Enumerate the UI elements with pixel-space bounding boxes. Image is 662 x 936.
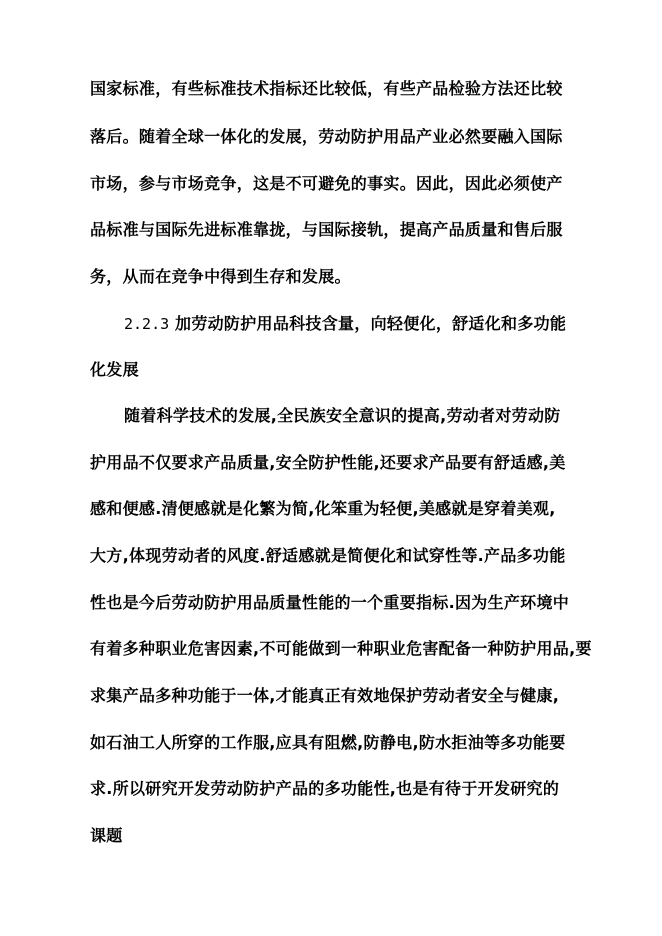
text-line: 随着科学技术的发展,全民族安全意识的提高,劳动者对劳动防 [124,406,561,425]
text-line: 有着多种职业危害因素,不可能做到一种职业危害配备一种防护用品,要 [90,639,592,658]
text-line: 务，从而在竞争中得到生存和发展。 [90,267,351,286]
section-heading [124,314,566,334]
text-line: 品标准与国际先进标准靠拢，与国际接轨，提高产品质量和售后服 [90,220,563,239]
text-line: 市场，参与市场竞争，这是不可避免的事实。因此，因此必须使产 [90,174,563,193]
text-line: 落后。随着全球一体化的发展，劳动防护用品产业必然要融入国际 [90,127,563,146]
text-line: 如石油工人所穿的工作服,应具有阻燃,防静电,防水拒油等多功能要 [90,733,566,752]
section-number: 2.2.3 [124,315,170,333]
text-line: 感和便感.清便感就是化繁为简,化笨重为轻便,美感就是穿着美观, [90,499,556,518]
section-title-first-line: 加劳动防护用品科技含量，向轻便化，舒适化和多功能 [175,314,567,333]
text-line: 求.所以研究开发劳动防护产品的多功能性,也是有待于开发研究的 [90,779,560,798]
text-line: 课题 [90,826,123,845]
section-title-second-line: 化发展 [90,360,139,379]
text-line: 求集产品多种功能于一体,才能真正有效地保护劳动者安全与健康, [90,686,560,705]
text-line: 护用品不仅要求产品质量,安全防护性能,还要求产品要有舒适感,美 [90,453,566,472]
text-line: 大方,体现劳动者的风度.舒适感就是简便化和试穿性等.产品多功能 [90,546,566,565]
text-line: 性也是今后劳动防护用品质量性能的一个重要指标.因为生产环境中 [90,593,570,612]
text-line: 国家标准，有些标准技术指标还比较低，有些产品检验方法还比较 [90,79,563,98]
